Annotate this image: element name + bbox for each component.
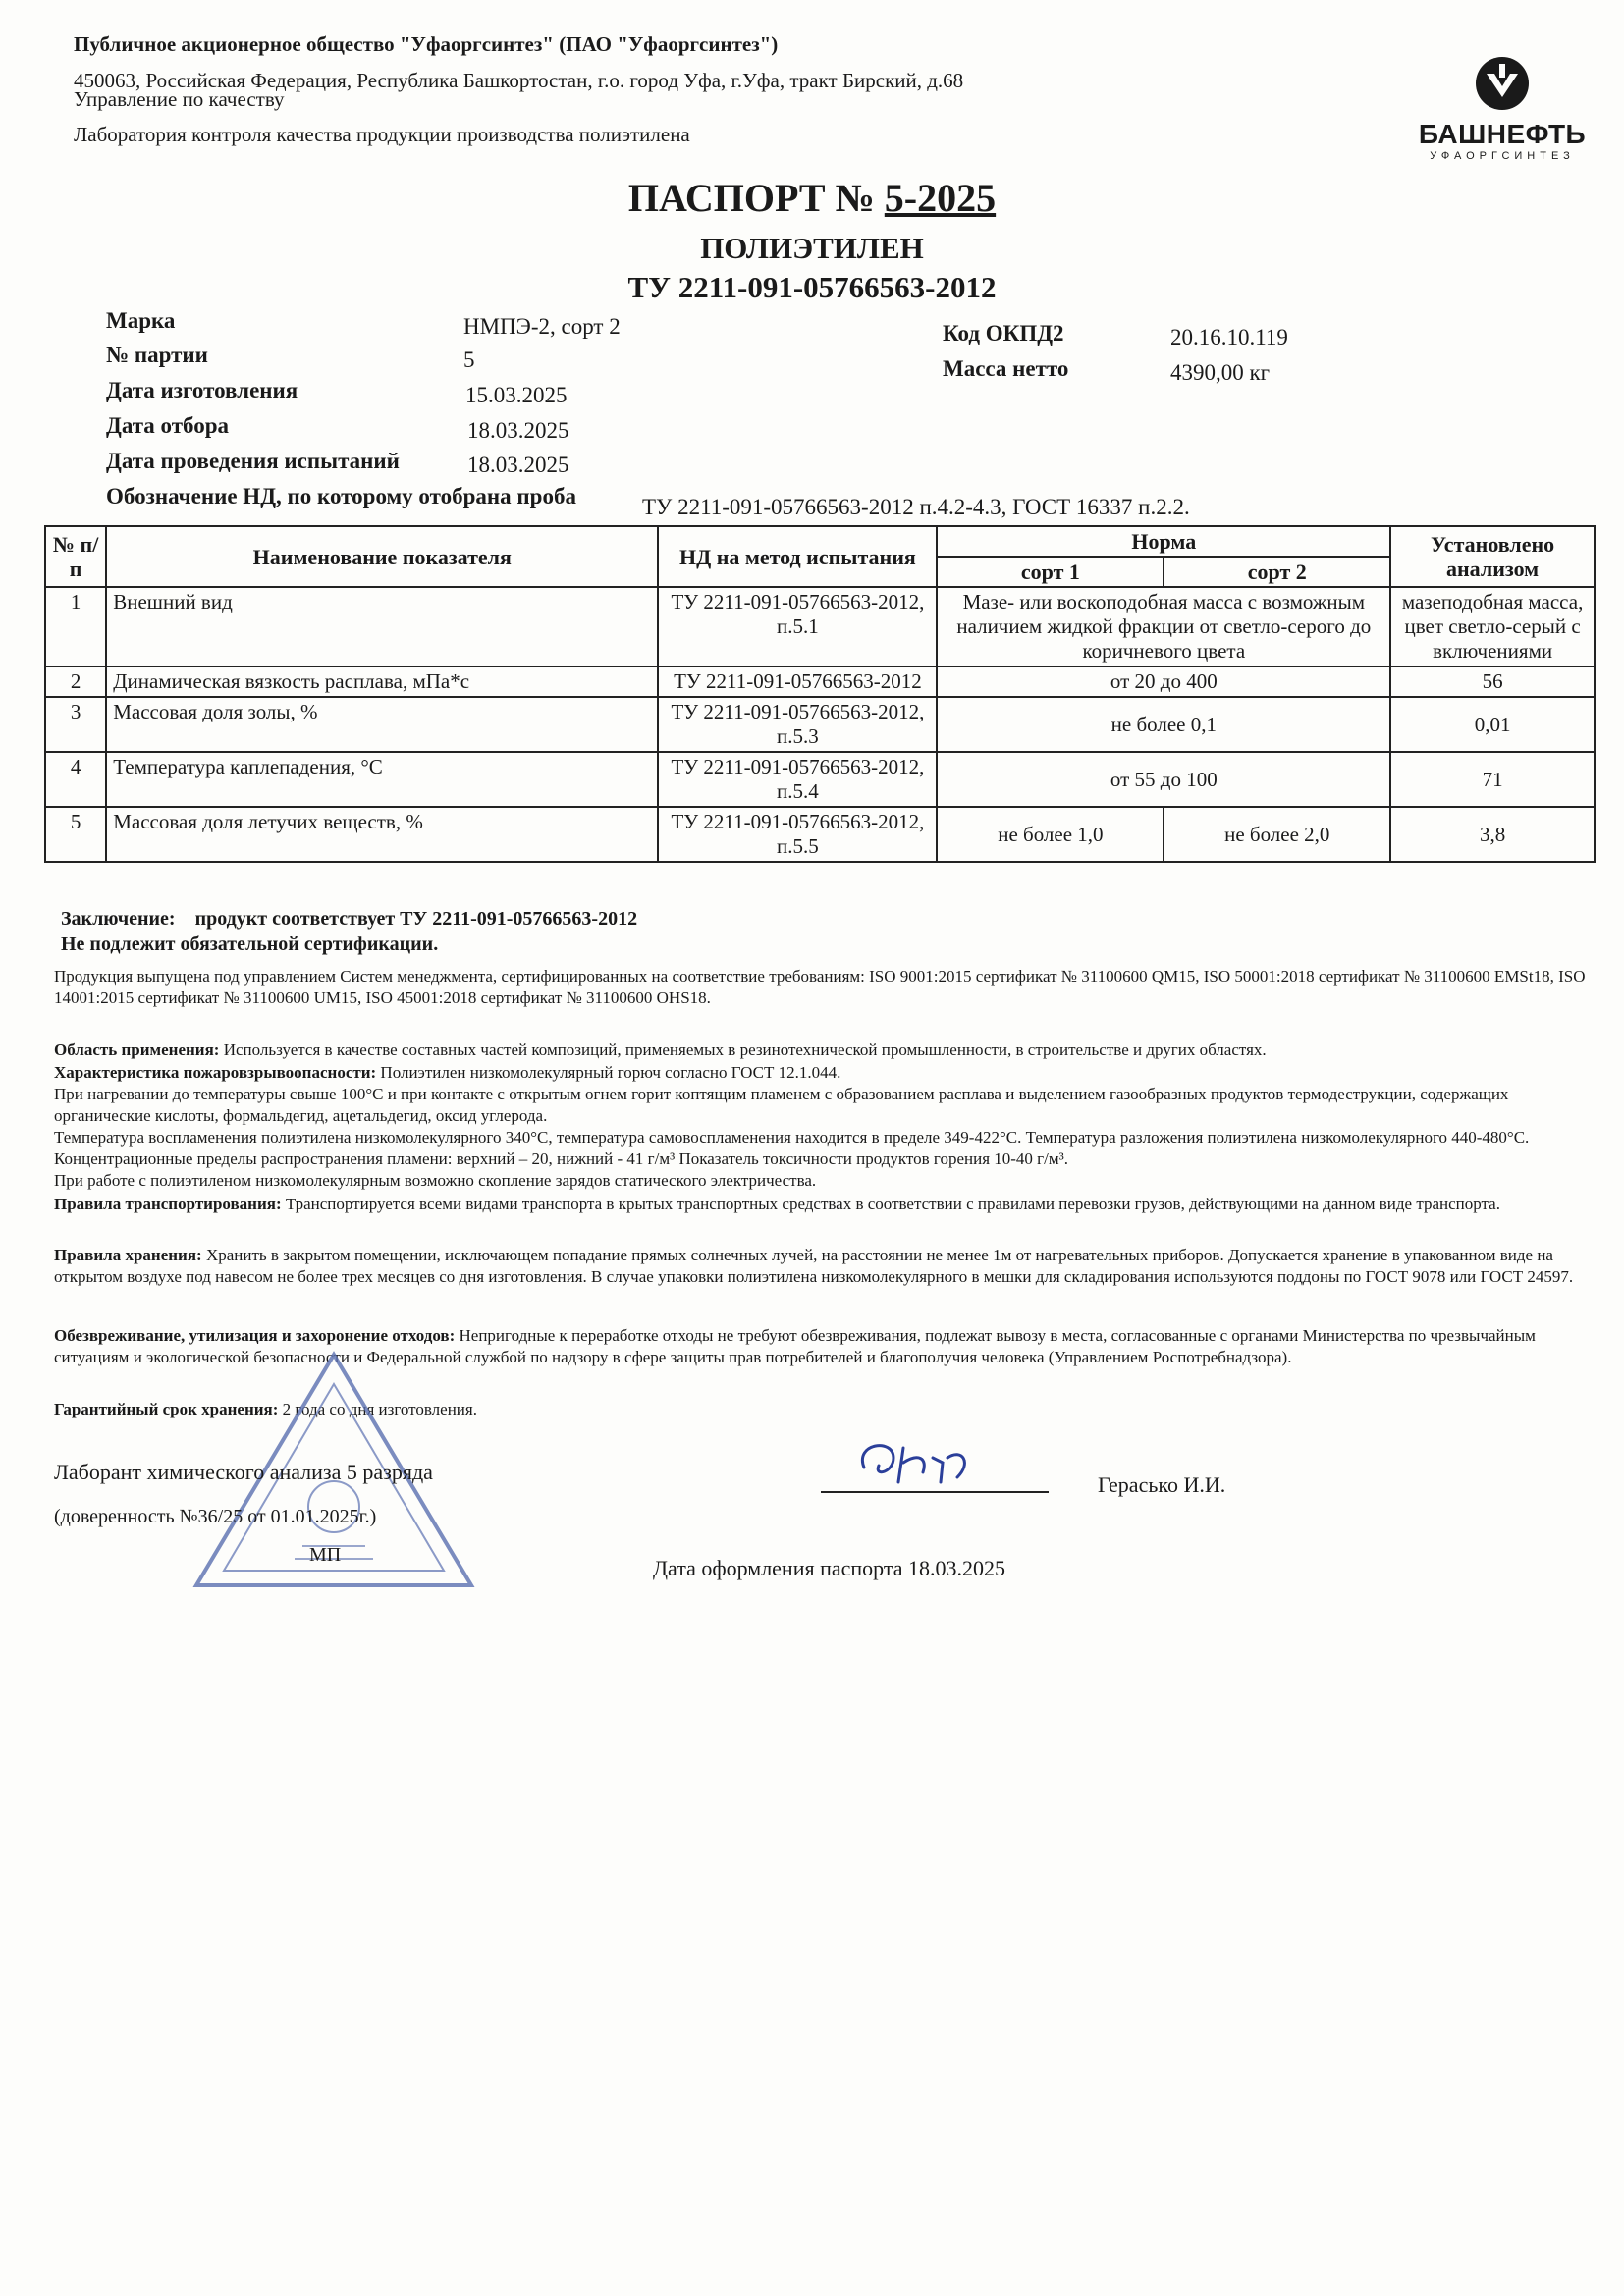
- indicators-table: [44, 525, 1596, 863]
- waste-label: Обезвреживание, утилизация и захоронение отходов:: [54, 1326, 456, 1345]
- signature-icon: [825, 1428, 1051, 1497]
- header-num: № п/п: [45, 526, 106, 587]
- table-row: [45, 587, 1595, 667]
- row-method: ТУ 2211-091-05766563-2012, п.5.1: [658, 587, 937, 667]
- conclusion-text: продукт соответствует ТУ 2211-091-05766563-2012: [194, 908, 638, 930]
- conclusion-label: Заключение:: [61, 908, 176, 930]
- issue-date: Дата оформления паспорта 18.03.2025: [653, 1556, 1006, 1580]
- marka-value: НМПЭ-2, сорт 2: [463, 314, 621, 339]
- header-sort1: сорт 1: [937, 557, 1164, 587]
- passport-title: [0, 175, 1624, 221]
- nd-value: ТУ 2211-091-05766563-2012 п.4.2-4.3, ГОСТ 16337 п.2.2.: [642, 495, 1190, 519]
- row-norm-sort1: не более 1,0: [937, 807, 1164, 862]
- row-result: 3,8: [1390, 807, 1595, 862]
- header-norm: Норма: [937, 526, 1390, 557]
- row-norm: Мазе- или воскоподобная масса с возможным наличием жидкой фракции от светло-серого до коричневого цвета: [937, 587, 1390, 667]
- transport-text: Транспортируется всеми видами транспорта в крытых транспортных средствах в соответствии с правилами перевозки грузов, действующими на данном виде транспорта.: [285, 1195, 1500, 1213]
- header-sort2: сорт 2: [1164, 557, 1390, 587]
- signer-name: Герасько И.И.: [1098, 1472, 1226, 1497]
- fire-text-2: При нагревании до температуры свыше 100°С и при контакте с открытым огнем горит коптящим пламенем с образованием расплава и выделением газообразных продуктов термодеструкции, содержащих органические кислоты, формальдегид, ацетальдегид, оксид углерода.: [54, 1085, 1509, 1125]
- okpd-value: 20.16.10.119: [1170, 325, 1288, 349]
- transport-label: Правила транспортирования:: [54, 1195, 282, 1213]
- management-paragraph: Продукция выпущена под управлением Систем менеджмента, сертифицированных на соответствие требованиям: ISO 9001:2015 сертификат № 31100600 QM15, ISO 50001:2018 сертификат № 31100600 EMSt18, ISO 14001:2015 сертификат № 31100600 UM15, ISO 45001:2018 сертификат № 31100600 OHS18.: [54, 967, 1586, 1007]
- row-norm: от 20 до 400: [937, 667, 1390, 697]
- date-made-value: 15.03.2025: [465, 383, 568, 407]
- area-label: Область применения:: [54, 1041, 220, 1059]
- bashneft-logo: [1414, 54, 1591, 162]
- row-norm: не более 0,1: [937, 697, 1390, 752]
- row-method: ТУ 2211-091-05766563-2012: [658, 667, 937, 697]
- row-num: 1: [45, 587, 106, 667]
- row-name: Температура каплепадения, °С: [106, 752, 658, 807]
- date-sample-label: Дата отбора: [106, 413, 230, 438]
- fire-text-4: При работе с полиэтиленом низкомолекулярным возможно скопление зарядов статического электричества.: [54, 1171, 817, 1190]
- marka-label: Марка: [106, 308, 176, 333]
- table-row: [45, 667, 1595, 697]
- nd-label: Обозначение НД, по которому отобрана проба: [106, 484, 576, 508]
- conclusion: [61, 908, 637, 931]
- signer-position: Лаборант химического анализа 5 разряда: [54, 1460, 433, 1484]
- row-norm: от 55 до 100: [937, 752, 1390, 807]
- logo-word: БАШНЕФТЬ: [1418, 119, 1587, 149]
- okpd-label: Код ОКПД2: [943, 321, 1064, 346]
- spec-title: ТУ 2211-091-05766563-2012: [627, 270, 997, 304]
- area-paragraph: [54, 1040, 1596, 1061]
- storage-paragraph: [54, 1245, 1596, 1288]
- lab-name: Лаборатория контроля качества продукции производства полиэтилена: [74, 123, 690, 146]
- mass-value: 4390,00 кг: [1170, 360, 1271, 385]
- passport-prefix: ПАСПОРТ №: [627, 176, 885, 220]
- row-num: 3: [45, 697, 106, 752]
- stamp-mp: МП: [309, 1544, 342, 1566]
- fire-text-1: Полиэтилен низкомолекулярный горюч согласно ГОСТ 12.1.044.: [380, 1063, 841, 1082]
- warranty-label: Гарантийный срок хранения:: [54, 1400, 279, 1418]
- party-value: 5: [463, 347, 475, 372]
- row-result: 0,01: [1390, 697, 1595, 752]
- org-name: Публичное акционерное общество "Уфаоргсинтез" (ПАО "Уфаоргсинтез"): [74, 32, 779, 56]
- department: Управление по качеству: [74, 87, 285, 111]
- org-address: 450063, Российская Федерация, Республика Башкортостан, г.о. город Уфа, г.Уфа, тракт Бирский, д.68: [74, 69, 964, 92]
- transport-paragraph: [54, 1194, 1596, 1215]
- row-result: мазеподобная масса, цвет светло-серый с включениями: [1390, 587, 1595, 667]
- signature-line: [821, 1491, 1049, 1493]
- header-name: Наименование показателя: [106, 526, 658, 587]
- header-result: Установлено анализом: [1390, 526, 1595, 587]
- table-header-row: [45, 526, 1595, 557]
- certification-note: Не подлежит обязательной сертификации.: [61, 934, 439, 955]
- row-name: Массовая доля золы, %: [106, 697, 658, 752]
- passport-number: 5-2025: [884, 176, 997, 220]
- date-sample-value: 18.03.2025: [467, 418, 569, 443]
- product-title: ПОЛИЭТИЛЕН: [700, 231, 924, 265]
- row-result: 56: [1390, 667, 1595, 697]
- row-method: ТУ 2211-091-05766563-2012, п.5.3: [658, 697, 937, 752]
- row-num: 5: [45, 807, 106, 862]
- logo-subtitle: УФАОРГСИНТЕЗ: [1430, 150, 1575, 162]
- table-row: [45, 697, 1595, 752]
- table-row: [45, 752, 1595, 807]
- fire-label: Характеристика пожаровзрывоопасности:: [54, 1063, 377, 1082]
- date-made-label: Дата изготовления: [106, 378, 298, 402]
- area-text: Используется в качестве составных частей композиций, применяемых в резинотехнической промышленности, в строительстве и других областях.: [223, 1041, 1267, 1059]
- party-label: № партии: [106, 343, 208, 367]
- waste-text: Непригодные к переработке отходы не требуют обезвреживания, подлежат вывозу в места, согласованные с органами Министерства по чрезвычайным ситуациям и экологической безопасности и Федеральной службой по надзору в сфере защиты прав потребителей и благополучия человека (Управлением Роспотребнадзора).: [54, 1326, 1536, 1366]
- row-norm-sort2: не более 2,0: [1164, 807, 1390, 862]
- bashneft-emblem-icon: [1473, 54, 1532, 113]
- row-num: 2: [45, 667, 106, 697]
- row-num: 4: [45, 752, 106, 807]
- row-name: Массовая доля летучих веществ, %: [106, 807, 658, 862]
- row-name: Динамическая вязкость расплава, мПа*с: [106, 667, 658, 697]
- row-method: ТУ 2211-091-05766563-2012, п.5.4: [658, 752, 937, 807]
- date-test-value: 18.03.2025: [467, 453, 569, 477]
- table-row: [45, 807, 1595, 862]
- storage-text: Хранить в закрытом помещении, исключающем попадание прямых солнечных лучей, на расстоянии не менее 1м от нагревательных приборов. Допускается хранение в упакованном виде на открытом воздухе под навесом не более трех месяцев со дня изготовления. В случае упаковки полиэтилена низкомолекулярного в мешки для складирования используются поддоны по ГОСТ 9078 или ГОСТ 24597.: [54, 1246, 1574, 1286]
- fire-text-3: Температура воспламенения полиэтилена низкомолекулярного 340°С, температура самовоспламенения находится в пределе 349-422°С. Температура разложения полиэтилена низкомолекулярного 440-480°С. Концентрационные пределы распространения пламени: верхний – 20, нижний - 41 г/м³ Показатель токсичности продуктов горения 10-40 г/м³.: [54, 1128, 1530, 1168]
- fire-paragraph: [54, 1062, 1596, 1192]
- warranty-text: 2 года со дня изготовления.: [282, 1400, 477, 1418]
- header-method: НД на метод испытания: [658, 526, 937, 587]
- row-method: ТУ 2211-091-05766563-2012, п.5.5: [658, 807, 937, 862]
- date-test-label: Дата проведения испытаний: [106, 449, 400, 473]
- row-name: Внешний вид: [106, 587, 658, 667]
- row-result: 71: [1390, 752, 1595, 807]
- mass-label: Масса нетто: [943, 356, 1069, 381]
- storage-label: Правила хранения:: [54, 1246, 202, 1264]
- signer-proxy: (доверенность №36/25 от 01.01.2025г.): [54, 1506, 377, 1527]
